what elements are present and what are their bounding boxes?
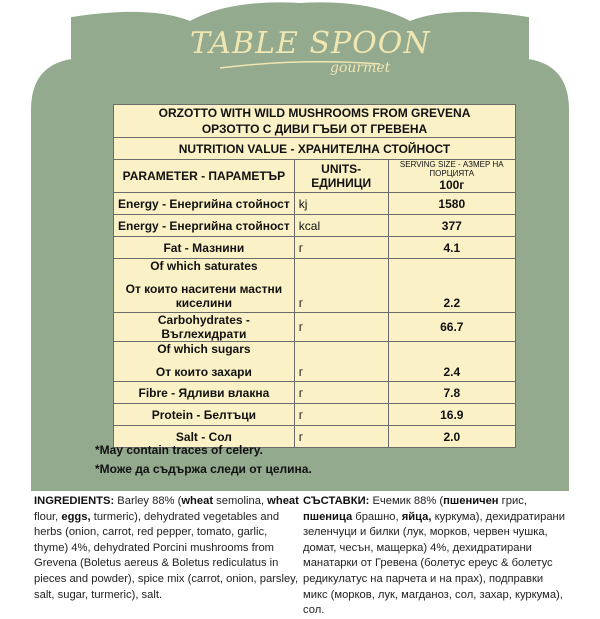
row-param-main: От които наситени мастни киселини [125, 282, 283, 310]
allergen-note-bg: *Може да съдържа следи от целина. [95, 462, 312, 476]
row-param: Fibre - Ядливи влакна [114, 382, 295, 404]
row-value: 16.9 [388, 404, 515, 426]
row-value: 7.8 [388, 382, 515, 404]
product-name-bg: ОРЗОТТО С ДИВИ ГЪБИ ОТ ГРЕВЕНА [201, 122, 428, 136]
product-name-en: ORZOTTO WITH WILD MUSHROOMS FROM GREVENA [158, 106, 471, 120]
allergen-word: яйца, [401, 510, 432, 523]
row-value: 4.1 [388, 237, 515, 259]
table-heading-row [114, 138, 516, 160]
row-unit: kcal [294, 215, 388, 237]
table-row [114, 259, 516, 313]
row-value: 1580 [388, 193, 515, 215]
table-title-row [114, 105, 516, 138]
row-param [114, 342, 295, 382]
table-row [114, 237, 516, 259]
serving-size-label: SERVING SIZE - АЗМЕР НА ПОРЦИЯТА [399, 160, 504, 178]
serving-size-value: 100г [439, 178, 465, 192]
column-header-row [114, 160, 516, 193]
nutrition-heading: NUTRITION VALUE - ХРАНИТЕЛНА СТОЙНОСТ [114, 138, 516, 160]
row-param-main: От които захари [155, 365, 252, 379]
ingredients-bg [303, 494, 569, 619]
row-unit: г [294, 342, 388, 382]
ingredients-text: куркума), дехидратирани зеленчуци и билки (лук, морков, червен чушка, домат, чесън, мащерка) 4%, дехидратирани манатарки от Гревена (болетус ереус & болетус редикулатус на парчета и на прах), подправки микс (морков, лук, магданоз, сол, захар, куркума), сол. [303, 510, 565, 617]
col-param-header: PARAMETER - ПАРАМЕТЪР [114, 160, 295, 193]
row-value: 2.2 [388, 259, 515, 313]
allergen-word: пшеница [303, 510, 353, 523]
ingredients-text: грис, [498, 495, 527, 507]
ingredients-en-label: INGREDIENTS: [34, 495, 115, 507]
table-row [114, 404, 516, 426]
row-unit: г [294, 237, 388, 259]
allergen-word: wheat [267, 495, 299, 507]
row-value: 2.0 [388, 426, 515, 448]
row-param-sub: Of which saturates [150, 259, 258, 273]
ingredients-text: Ечемик 88% ( [369, 495, 444, 507]
table-row [114, 382, 516, 404]
ingredients-text: turmeric), dehydrated vegetables and herbs (onion, carrot, red pepper, tomato, garlic, thyme) 4%, dehydrated Porcini mushrooms from Grevena (Boletus aereus & Boletus rediculatus in pieces and powder), spice mix (carrot, onion, parsley, salt, sugar, turmeric), salt. [34, 510, 299, 601]
row-unit: г [294, 259, 388, 313]
row-param: Carbohydrates - Въглехидрати [114, 313, 295, 342]
row-value: 2.4 [388, 342, 515, 382]
table-row [114, 193, 516, 215]
table-row [114, 313, 516, 342]
row-unit: г [294, 426, 388, 448]
allergen-word: пшеничен [443, 495, 499, 507]
brand-name: TABLE SPOON [190, 26, 431, 61]
col-serving-header [388, 160, 515, 193]
col-units-header: UNITS-ЕДИНИЦИ [294, 160, 388, 193]
row-param: Salt - Сол [114, 426, 295, 448]
row-unit: г [294, 404, 388, 426]
brand-logo [190, 22, 431, 82]
ingredients-text: брашно, [352, 510, 402, 523]
row-value: 66.7 [388, 313, 515, 342]
allergen-word: wheat [181, 495, 214, 507]
ingredients-text: semolina, [213, 495, 268, 507]
row-param: Energy - Енергийна стойност [114, 193, 295, 215]
table-row [114, 342, 516, 382]
ingredients-en [34, 494, 300, 603]
row-param [114, 259, 295, 313]
row-unit: г [294, 382, 388, 404]
row-unit: г [294, 313, 388, 342]
ingredients-text: flour, [34, 510, 62, 523]
row-param: Protein - Белтъци [114, 404, 295, 426]
row-unit: kj [294, 193, 388, 215]
allergen-note-en: *May contain traces of celery. [95, 443, 263, 457]
ingredients-text: Barley 88% ( [114, 495, 182, 507]
brand-tagline: gourmet [330, 60, 391, 76]
row-param: Fat - Мазнини [114, 237, 295, 259]
allergen-word: eggs, [61, 510, 91, 523]
nutrition-table [113, 104, 516, 448]
row-param-sub: Of which sugars [157, 342, 251, 356]
row-param: Energy - Енергийна стойност [114, 215, 295, 237]
row-value: 377 [388, 215, 515, 237]
product-title [114, 105, 516, 138]
ingredients-bg-label: СЪСТАВКИ: [303, 495, 370, 507]
table-row [114, 215, 516, 237]
